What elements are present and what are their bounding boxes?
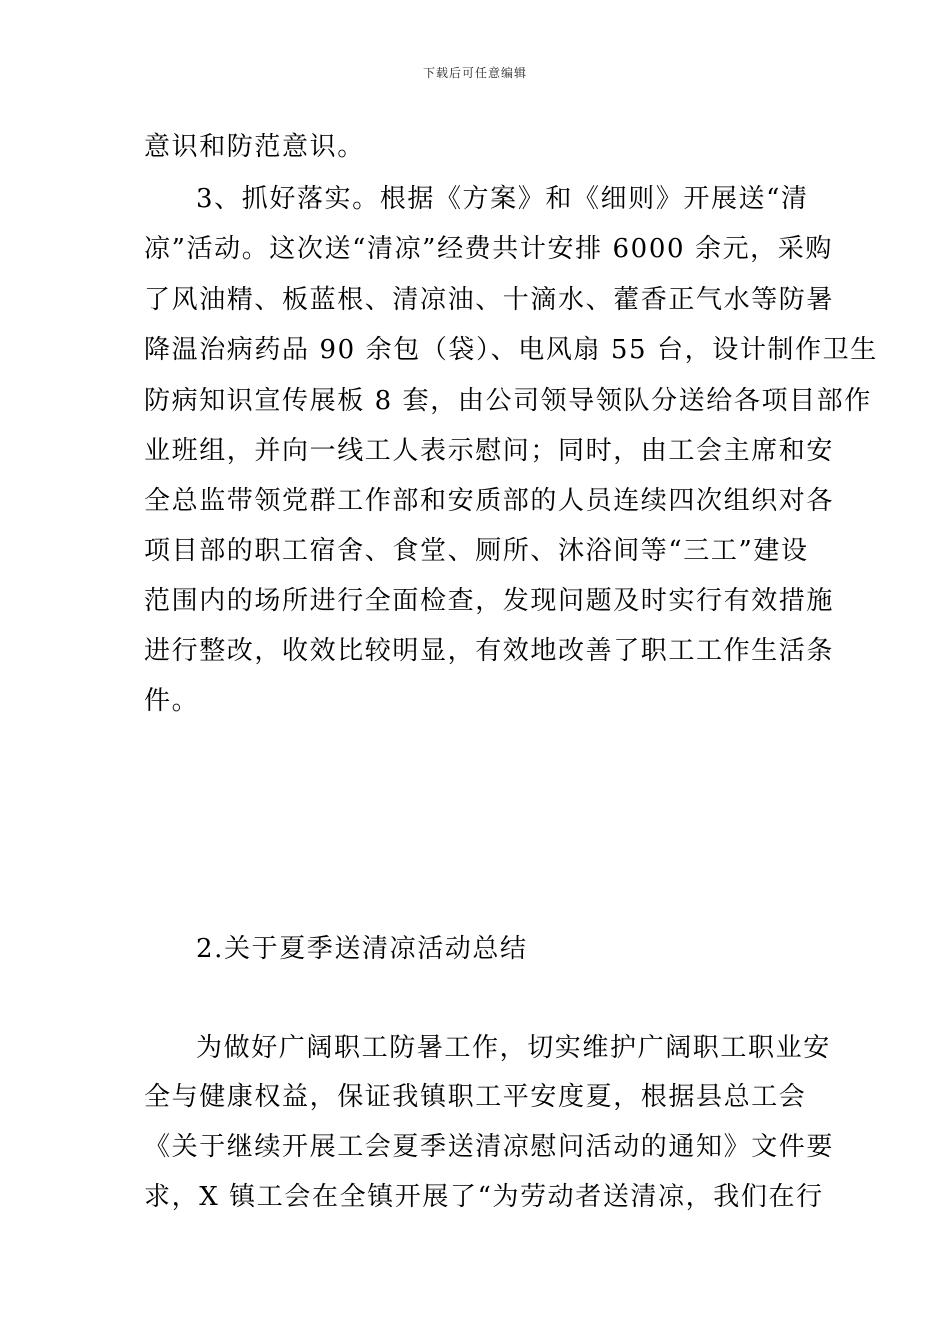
paragraph-line: 了风油精、板蓝根、清凉油、十滴水、藿香正气水等防暑 [144, 285, 835, 315]
paragraph-line: 件。 [144, 686, 200, 716]
paragraph-line: 《关于继续开展工会夏季送清凉慰问活动的通知》文件要 [144, 1132, 835, 1162]
paragraph-line: 全总监带领党群工作部和安质部的人员连续四次组织对各 [144, 486, 835, 516]
paragraph-line: 意识和防范意识。 [144, 132, 365, 162]
paragraph-line: 范围内的场所进行全面检查，发现问题及时实行有效措施 [144, 586, 835, 616]
paragraph-line: 3、抓好落实。根据《方案》和《细则》开展送“清 [196, 184, 809, 214]
paragraph-line: 进行整改，收效比较明显，有效地改善了职工工作生活条 [144, 636, 835, 666]
paragraph-line: 求，X 镇工会在全镇开展了“为劳动者送清凉，我们在行 [144, 1182, 824, 1212]
paragraph-line: 降温治病药品 90 余包（袋）、电风扇 55 台，设计制作卫生 [144, 335, 878, 365]
paragraph-line: 凉”活动。这次送“清凉”经费共计安排 6000 余元，采购 [144, 234, 833, 264]
section-title: 2.关于夏季送清凉活动总结 [196, 934, 528, 964]
page-header: 下载后可任意编辑 [422, 66, 527, 80]
paragraph-line: 全与健康权益，保证我镇职工平安度夏，根据县总工会 [144, 1082, 807, 1112]
paragraph-line: 业班组，并向一线工人表示慰问；同时，由工会主席和安 [144, 436, 835, 466]
paragraph-line: 为做好广阔职工防暑工作，切实维护广阔职工职业安 [196, 1033, 831, 1063]
paragraph-line: 防病知识宣传展板 8 套，由公司领导领队分送给各项目部作 [144, 386, 872, 416]
paragraph-line: 项目部的职工宿舍、食堂、厕所、沐浴间等“三工”建设 [144, 536, 809, 566]
